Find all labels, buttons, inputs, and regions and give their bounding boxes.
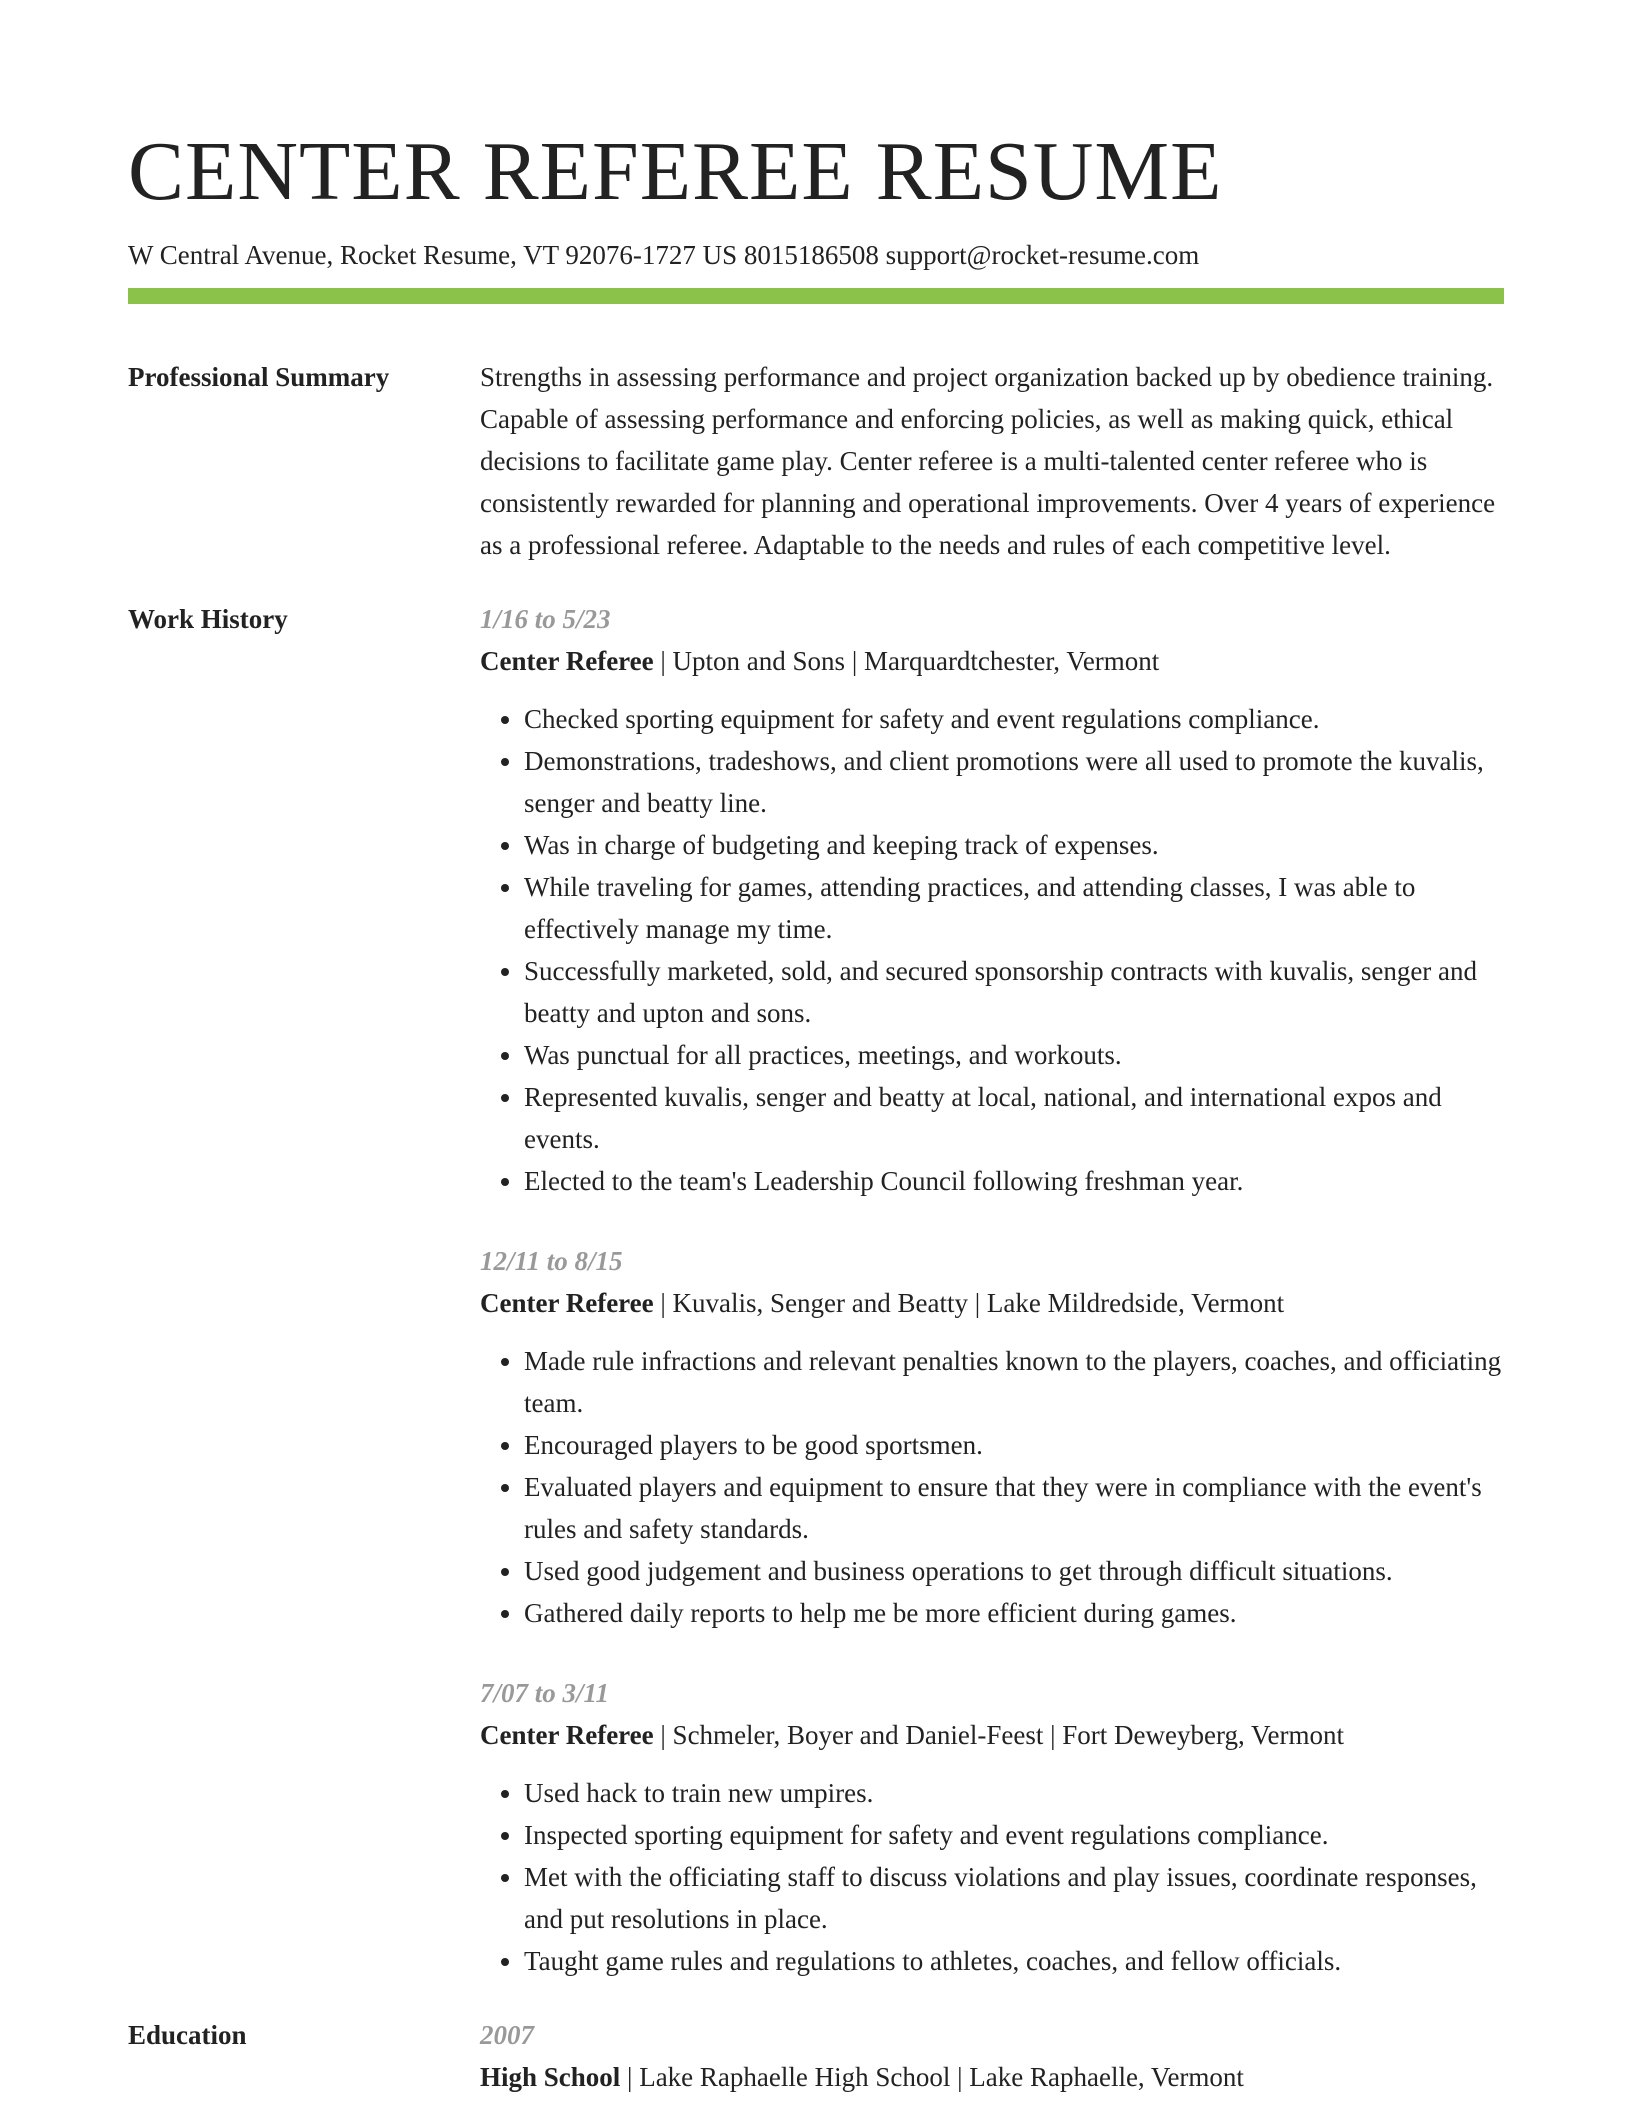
job-heading	[480, 640, 1504, 682]
duty-item: • Was in charge of budgeting and keeping track of expenses.	[524, 824, 1504, 866]
job-heading	[480, 1714, 1504, 1756]
duty-item: • Evaluated players and equipment to ensure that they were in compliance with the event's rules and safety standards.	[524, 1466, 1504, 1550]
summary-text: Strengths in assessing performance and project organization backed up by obedience training. Capable of assessing performance and enforcing policies, as well as making quick, ethical decisions to facilitate game play. Center referee is a multi-talented center referee who is consistently rewarded for planning and operational improvements. Over 4 years of experience as a professional referee. Adaptable to the needs and rules of each competitive level.	[480, 362, 1496, 560]
job-title: Center Referee	[480, 646, 654, 676]
education-details: | Lake Raphaelle High School | Lake Raphaelle, Vermont	[620, 2062, 1244, 2092]
job-details: | Kuvalis, Senger and Beatty | Lake Mildredside, Vermont	[653, 1288, 1285, 1318]
duty-item: • Successfully marketed, sold, and secured sponsorship contracts with kuvalis, senger and beatty and upton and sons.	[524, 950, 1504, 1034]
section-work-history	[128, 598, 1504, 1982]
duty-item: • Used hack to train new umpires.	[524, 1772, 1504, 1814]
job-duties-list	[480, 1340, 1504, 1634]
duty-item: • Met with the officiating staff to discuss violations and play issues, coordinate responses, and put resolutions in place.	[524, 1856, 1504, 1940]
duty-item: • Was punctual for all practices, meetings, and workouts.	[524, 1034, 1504, 1076]
job-duties-list	[480, 1772, 1504, 1982]
duty-item: • Made rule infractions and relevant penalties known to the players, coaches, and officiating team.	[524, 1340, 1504, 1424]
job-heading	[480, 1282, 1504, 1324]
duty-item: • Checked sporting equipment for safety and event regulations compliance.	[524, 698, 1504, 740]
resume-title: CENTER REFEREE RESUME	[128, 125, 1223, 218]
section-professional-summary	[128, 356, 1504, 566]
section-label: Education	[128, 2020, 247, 2050]
job-details: | Upton and Sons | Marquardtchester, Vermont	[653, 646, 1160, 676]
job-entry	[480, 1672, 1504, 1982]
education-entry	[480, 2014, 1504, 2098]
section-education	[128, 2014, 1504, 2098]
duty-item: • Inspected sporting equipment for safety and event regulations compliance.	[524, 1814, 1504, 1856]
contact-line: W Central Avenue, Rocket Resume, VT 92076-1727 US 8015186508 support@rocket-resume.com	[128, 240, 1200, 270]
work-history-list	[480, 598, 1504, 1982]
job-entry	[480, 1240, 1504, 1634]
section-label: Professional Summary	[128, 362, 390, 392]
duty-item: • Encouraged players to be good sportsmen.	[524, 1424, 1504, 1466]
job-title: Center Referee	[480, 1288, 654, 1318]
duty-item: • Gathered daily reports to help me be more efficient during games.	[524, 1592, 1504, 1634]
job-details: | Schmeler, Boyer and Daniel-Feest | Fort Deweyberg, Vermont	[653, 1720, 1344, 1750]
duty-item: • Taught game rules and regulations to athletes, coaches, and fellow officials.	[524, 1940, 1504, 1982]
education-list	[480, 2014, 1504, 2098]
job-dates: 1/16 to 5/23	[480, 604, 611, 634]
education-dates: 2007	[480, 2020, 534, 2050]
job-title: Center Referee	[480, 1720, 654, 1750]
job-dates: 7/07 to 3/11	[480, 1678, 610, 1708]
job-dates: 12/11 to 8/15	[480, 1246, 623, 1276]
resume-page	[128, 0, 1504, 2098]
duty-item: • Elected to the team's Leadership Council following freshman year.	[524, 1160, 1504, 1202]
accent-divider	[128, 288, 1504, 304]
duty-item: • Demonstrations, tradeshows, and client promotions were all used to promote the kuvalis, senger and beatty line.	[524, 740, 1504, 824]
section-label: Work History	[128, 604, 288, 634]
education-degree: High School	[480, 2062, 621, 2092]
education-heading	[480, 2056, 1504, 2098]
duty-item: • Used good judgement and business operations to get through difficult situations.	[524, 1550, 1504, 1592]
job-entry	[480, 598, 1504, 1202]
duty-item: • Represented kuvalis, senger and beatty at local, national, and international expos and events.	[524, 1076, 1504, 1160]
job-duties-list	[480, 698, 1504, 1202]
duty-item: • While traveling for games, attending practices, and attending classes, I was able to effectively manage my time.	[524, 866, 1504, 950]
